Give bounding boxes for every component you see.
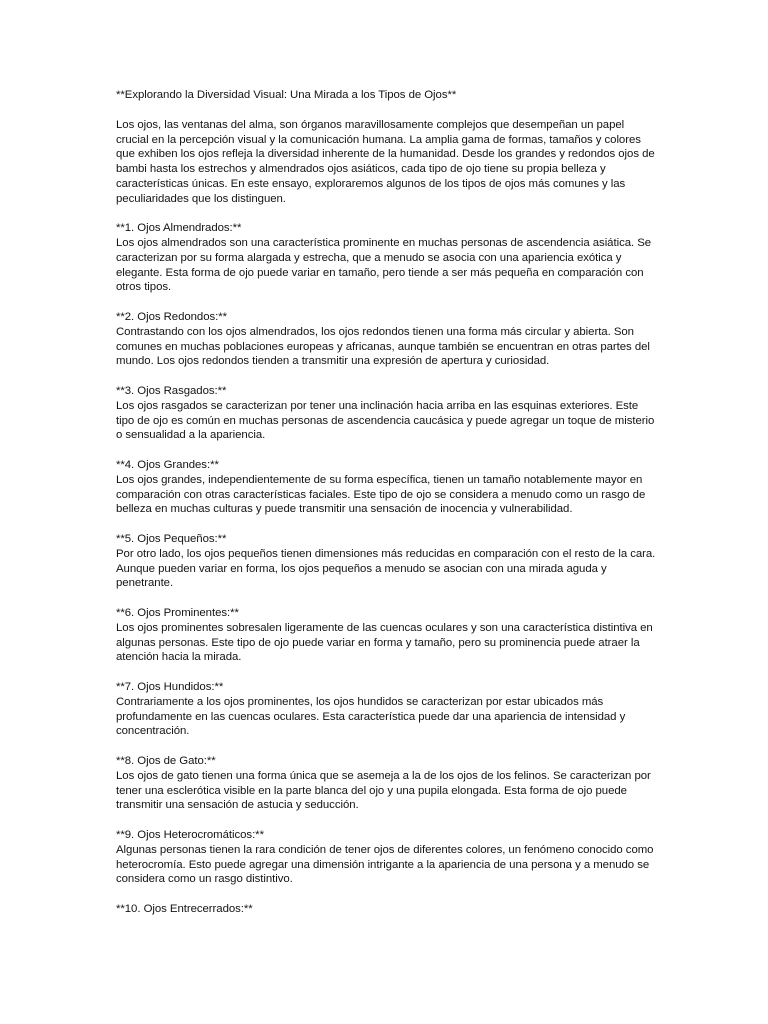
section-heading: **1. Ojos Almendrados:**: [116, 222, 242, 235]
section-body: Los ojos almendrados son una característica prominente en muchas personas de ascendencia asiática. Se caracterizan por su forma alargada y estrecha, que a menudo se asocia con una apariencia exótica y elegante. Esta forma de ojo puede variar en tamaño, pero tiende a ser más pequeña en comparación con otros tipos.: [116, 237, 652, 294]
section-heading: **6. Ojos Prominentes:**: [116, 607, 239, 619]
section-body: Contrastando con los ojos almendrados, los ojos redondos tienen una forma más circular y abierta. Son comunes en muchas poblaciones europeas y africanas, aunque también se encuentran en otras partes del mundo. Los ojos redondos tienden a transmitir una expresión de apertura y curiosidad.: [116, 325, 650, 368]
section-body: Por otro lado, los ojos pequeños tienen dimensiones más reducidas en comparación con el resto de la cara. Aunque pueden variar en forma, los ojos pequeños a menudo se asocian con una mirada aguda y penetrante.: [116, 547, 656, 590]
section-heading: **3. Ojos Rasgados:**: [116, 385, 227, 397]
section-gato: [116, 754, 656, 813]
section-body: Contrariamente a los ojos prominentes, los ojos hundidos se caracterizan por estar ubicados más profundamente en las cuencas oculares. Esta característica puede dar una apariencia de intensidad y concentración.: [116, 695, 626, 738]
section-body: Los ojos prominentes sobresalen ligeramente de las cuencas oculares y son una característica distintiva en algunas personas. Este tipo de ojo puede variar en forma y tamaño, pero su prominencia puede atraer la atención hacia la mirada.: [116, 621, 653, 664]
section-redondos: [116, 310, 656, 369]
section-rasgados: [116, 384, 656, 443]
section-heading: **4. Ojos Grandes:**: [116, 459, 219, 471]
section-heading: **2. Ojos Redondos:**: [116, 311, 228, 323]
section-heading: **8. Ojos de Gato:**: [116, 755, 216, 767]
section-hundidos: [116, 680, 656, 739]
section-heading: **10. Ojos Entrecerrados:**: [116, 903, 253, 915]
section-heterocromaticos: [116, 828, 656, 887]
section-pequenos: [116, 532, 656, 591]
section-body: Los ojos de gato tienen una forma única que se asemeja a la de los ojos de los felinos. Se caracterizan por tener una esclerótica visible en la parte blanca del ojo y una pupila elongada. Esta forma de ojo puede transmitir una sensación de astucia y seducción.: [116, 769, 651, 812]
section-heading: **7. Ojos Hundidos:**: [116, 681, 224, 693]
section-heading: **9. Ojos Heterocromáticos:**: [116, 829, 264, 841]
document-title: **Explorando la Diversidad Visual: Una Mirada a los Tipos de Ojos**: [116, 89, 457, 101]
section-body: Algunas personas tienen la rara condición de tener ojos de diferentes colores, un fenómeno conocido como heterocromía. Esto puede agregar una dimensión intrigante a la apariencia de una persona y a menudo se considera como un rasgo distintivo.: [116, 843, 654, 886]
section-entrecerrados: [116, 902, 656, 917]
intro-paragraph: Los ojos, las ventanas del alma, son órganos maravillosamente complejos que desempeñan un papel crucial en la percepción visual y la comunicación humana. La amplia gama de formas, tamaños y colores que exhiben los ojos refleja la diversidad inherente de la humanidad. Desde los grandes y redondos ojos de bambi hasta los estrechos y almendrados ojos asiáticos, cada tipo de ojo tiene su propia belleza y características únicas. En este ensayo, exploraremos algunos de los tipos de ojos más comunes y las peculiaridades que los distinguen.: [116, 118, 655, 205]
section-body: Los ojos grandes, independientemente de su forma específica, tienen un tamaño notablemente mayor en comparación con otras características faciales. Este tipo de ojo se considera a menudo como un rasgo de belleza en muchas culturas y puede transmitir una sensación de inocencia y vulnerabilidad.: [116, 473, 646, 516]
section-almendrados: [116, 221, 656, 295]
document-content: [116, 88, 656, 932]
section-prominentes: [116, 606, 656, 665]
section-grandes: [116, 458, 656, 517]
section-body: Los ojos rasgados se caracterizan por tener una inclinación hacia arriba en las esquinas exteriores. Este tipo de ojo es común en muchas personas de ascendencia caucásica y puede agregar un toque de misterio o sensualidad a la apariencia.: [116, 399, 655, 442]
section-heading: **5. Ojos Pequeños:**: [116, 533, 227, 545]
